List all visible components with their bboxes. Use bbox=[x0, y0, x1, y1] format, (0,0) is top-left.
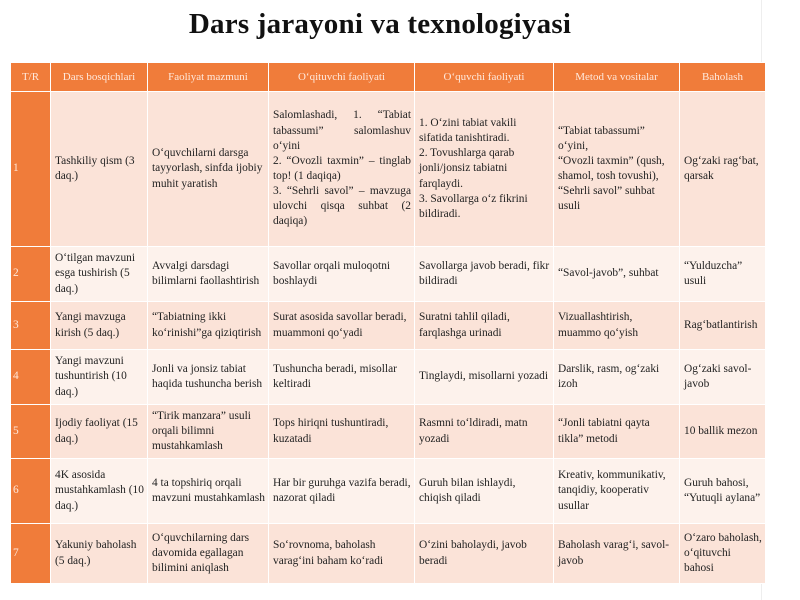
method-cell: “Jonli tabiatni qayta tikla” metodi bbox=[554, 405, 680, 459]
stage-cell: Yakuniy baholash (5 daq.) bbox=[51, 524, 148, 584]
teacher-cell bbox=[269, 92, 415, 247]
method-line: “Tabiat tabassumi” o‘yini, bbox=[558, 124, 645, 152]
content-cell: O‘quvchilarning dars davomida egallagan bilimini aniqlash bbox=[148, 524, 269, 584]
table-row bbox=[11, 350, 766, 405]
header-content: Faoliyat mazmuni bbox=[148, 63, 269, 92]
slide-title: Dars jarayoni va texnologiyasi bbox=[188, 8, 572, 40]
stage-cell: 4K asosida mustahkamlash (10 daq.) bbox=[51, 459, 148, 524]
table-row bbox=[11, 302, 766, 350]
student-cell: Rasmni to‘ldiradi, matn yozadi bbox=[415, 405, 554, 459]
header-row bbox=[11, 63, 766, 92]
row-number: 6 bbox=[11, 459, 51, 524]
method-line: “Ovozli taxmin” (qush, shamol, tosh tovushi), bbox=[558, 154, 665, 182]
grading-cell: “Yulduzcha” usuli bbox=[680, 247, 766, 302]
student-cell: Suratni tahlil qiladi, farqlashga urinadi bbox=[415, 302, 554, 350]
teacher-cell: Tops hiriqni tushuntiradi, kuzatadi bbox=[269, 405, 415, 459]
header-stage: Dars bosqichlari bbox=[51, 63, 148, 92]
stage-cell: O‘tilgan mavzuni esga tushirish (5 daq.) bbox=[51, 247, 148, 302]
row-number: 2 bbox=[11, 247, 51, 302]
student-cell: O‘zini baholaydi, javob beradi bbox=[415, 524, 554, 584]
header-teacher: O‘qituvchi faoliyati bbox=[269, 63, 415, 92]
teacher-cell: Tushuncha beradi, misollar keltiradi bbox=[269, 350, 415, 405]
grading-cell: 10 ballik mezon bbox=[680, 405, 766, 459]
content-cell: 4 ta topshiriq orqali mavzuni mustahkamlash bbox=[148, 459, 269, 524]
stage-cell: Yangi mavzuga kirish (5 daq.) bbox=[51, 302, 148, 350]
method-cell: Vizuallashtirish, muammo qo‘yish bbox=[554, 302, 680, 350]
table-row bbox=[11, 405, 766, 459]
lesson-table bbox=[10, 62, 766, 584]
row-number: 7 bbox=[11, 524, 51, 584]
content-cell: “Tirik manzara” usuli orqali bilimni mustahkamlash bbox=[148, 405, 269, 459]
content-cell: Jonli va jonsiz tabiat haqida tushuncha berish bbox=[148, 350, 269, 405]
stage-cell: Yangi mavzuni tushuntirish (10 daq.) bbox=[51, 350, 148, 405]
row-number: 1 bbox=[11, 92, 51, 247]
table-row bbox=[11, 524, 766, 584]
stage-cell: Tashkiliy qism (3 daq.) bbox=[51, 92, 148, 247]
header-tr: T/R bbox=[11, 63, 51, 92]
method-cell: Kreativ, kommunikativ, tanqidiy, kooperativ usullar bbox=[554, 459, 680, 524]
header-method: Metod va vositalar bbox=[554, 63, 680, 92]
slide-edge bbox=[761, 0, 800, 600]
method-cell: Baholash varag‘i, savol-javob bbox=[554, 524, 680, 584]
grading-cell: Og‘zaki rag‘bat, qarsak bbox=[680, 92, 766, 247]
teacher-cell: Surat asosida savollar beradi, muammoni qo‘yadi bbox=[269, 302, 415, 350]
content-cell: “Tabiatning ikki ko‘rinishi”ga qiziqtirish bbox=[148, 302, 269, 350]
table-row bbox=[11, 92, 766, 247]
header-grading: Baholash bbox=[680, 63, 766, 92]
teacher-cell: So‘rovnoma, baholash varag‘ini baham ko‘radi bbox=[269, 524, 415, 584]
row-number: 4 bbox=[11, 350, 51, 405]
grading-cell: Guruh bahosi, “Yutuqli aylana” bbox=[680, 459, 766, 524]
stage-cell: Ijodiy faoliyat (15 daq.) bbox=[51, 405, 148, 459]
teacher-line: Salomlashadi, 1. “Tabiat tabassumi” salomlashuv o‘yini bbox=[273, 109, 411, 152]
method-cell bbox=[554, 92, 680, 247]
student-cell: Guruh bilan ishlaydi, chiqish qiladi bbox=[415, 459, 554, 524]
method-cell: “Savol-javob”, suhbat bbox=[554, 247, 680, 302]
student-cell: Tinglaydi, misollarni yozadi bbox=[415, 350, 554, 405]
table-row bbox=[11, 459, 766, 524]
grading-cell: O‘zaro baholash, o‘qituvchi bahosi bbox=[680, 524, 766, 584]
student-cell bbox=[415, 92, 554, 247]
method-line: “Sehrli savol” suhbat usuli bbox=[558, 185, 655, 213]
student-cell: Savollarga javob beradi, fikr bildiradi bbox=[415, 247, 554, 302]
row-number: 3 bbox=[11, 302, 51, 350]
content-cell: Avvalgi darsdagi bilimlarni faollashtirish bbox=[148, 247, 269, 302]
student-line: 3. Savollarga o‘z fikrini bildiradi. bbox=[419, 192, 528, 220]
teacher-cell: Har bir guruhga vazifa beradi, nazorat qiladi bbox=[269, 459, 415, 524]
grading-cell: Og‘zaki savol-javob bbox=[680, 350, 766, 405]
method-cell: Darslik, rasm, og‘zaki izoh bbox=[554, 350, 680, 405]
content-cell: O‘quvchilarni darsga tayyorlash, sinfda ijobiy muhit yaratish bbox=[148, 92, 269, 247]
header-student: O‘quvchi faoliyati bbox=[415, 63, 554, 92]
teacher-line: 3. “Sehrli savol” – mavzuga ulovchi qisqa suhbat (2 daqiqa) bbox=[273, 185, 411, 228]
teacher-cell: Savollar orqali muloqotni boshlaydi bbox=[269, 247, 415, 302]
grading-cell: Rag‘batlantirish bbox=[680, 302, 766, 350]
student-line: 2. Tovushlarga qarab jonli/jonsiz tabiatni farqlaydi. bbox=[419, 147, 515, 190]
row-number: 5 bbox=[11, 405, 51, 459]
table-row bbox=[11, 247, 766, 302]
student-line: 1. O‘zini tabiat vakili sifatida tanishtiradi. bbox=[419, 116, 517, 145]
teacher-line: 2. “Ovozli taxmin” – tinglab top! (1 daqiqa) bbox=[273, 154, 411, 182]
